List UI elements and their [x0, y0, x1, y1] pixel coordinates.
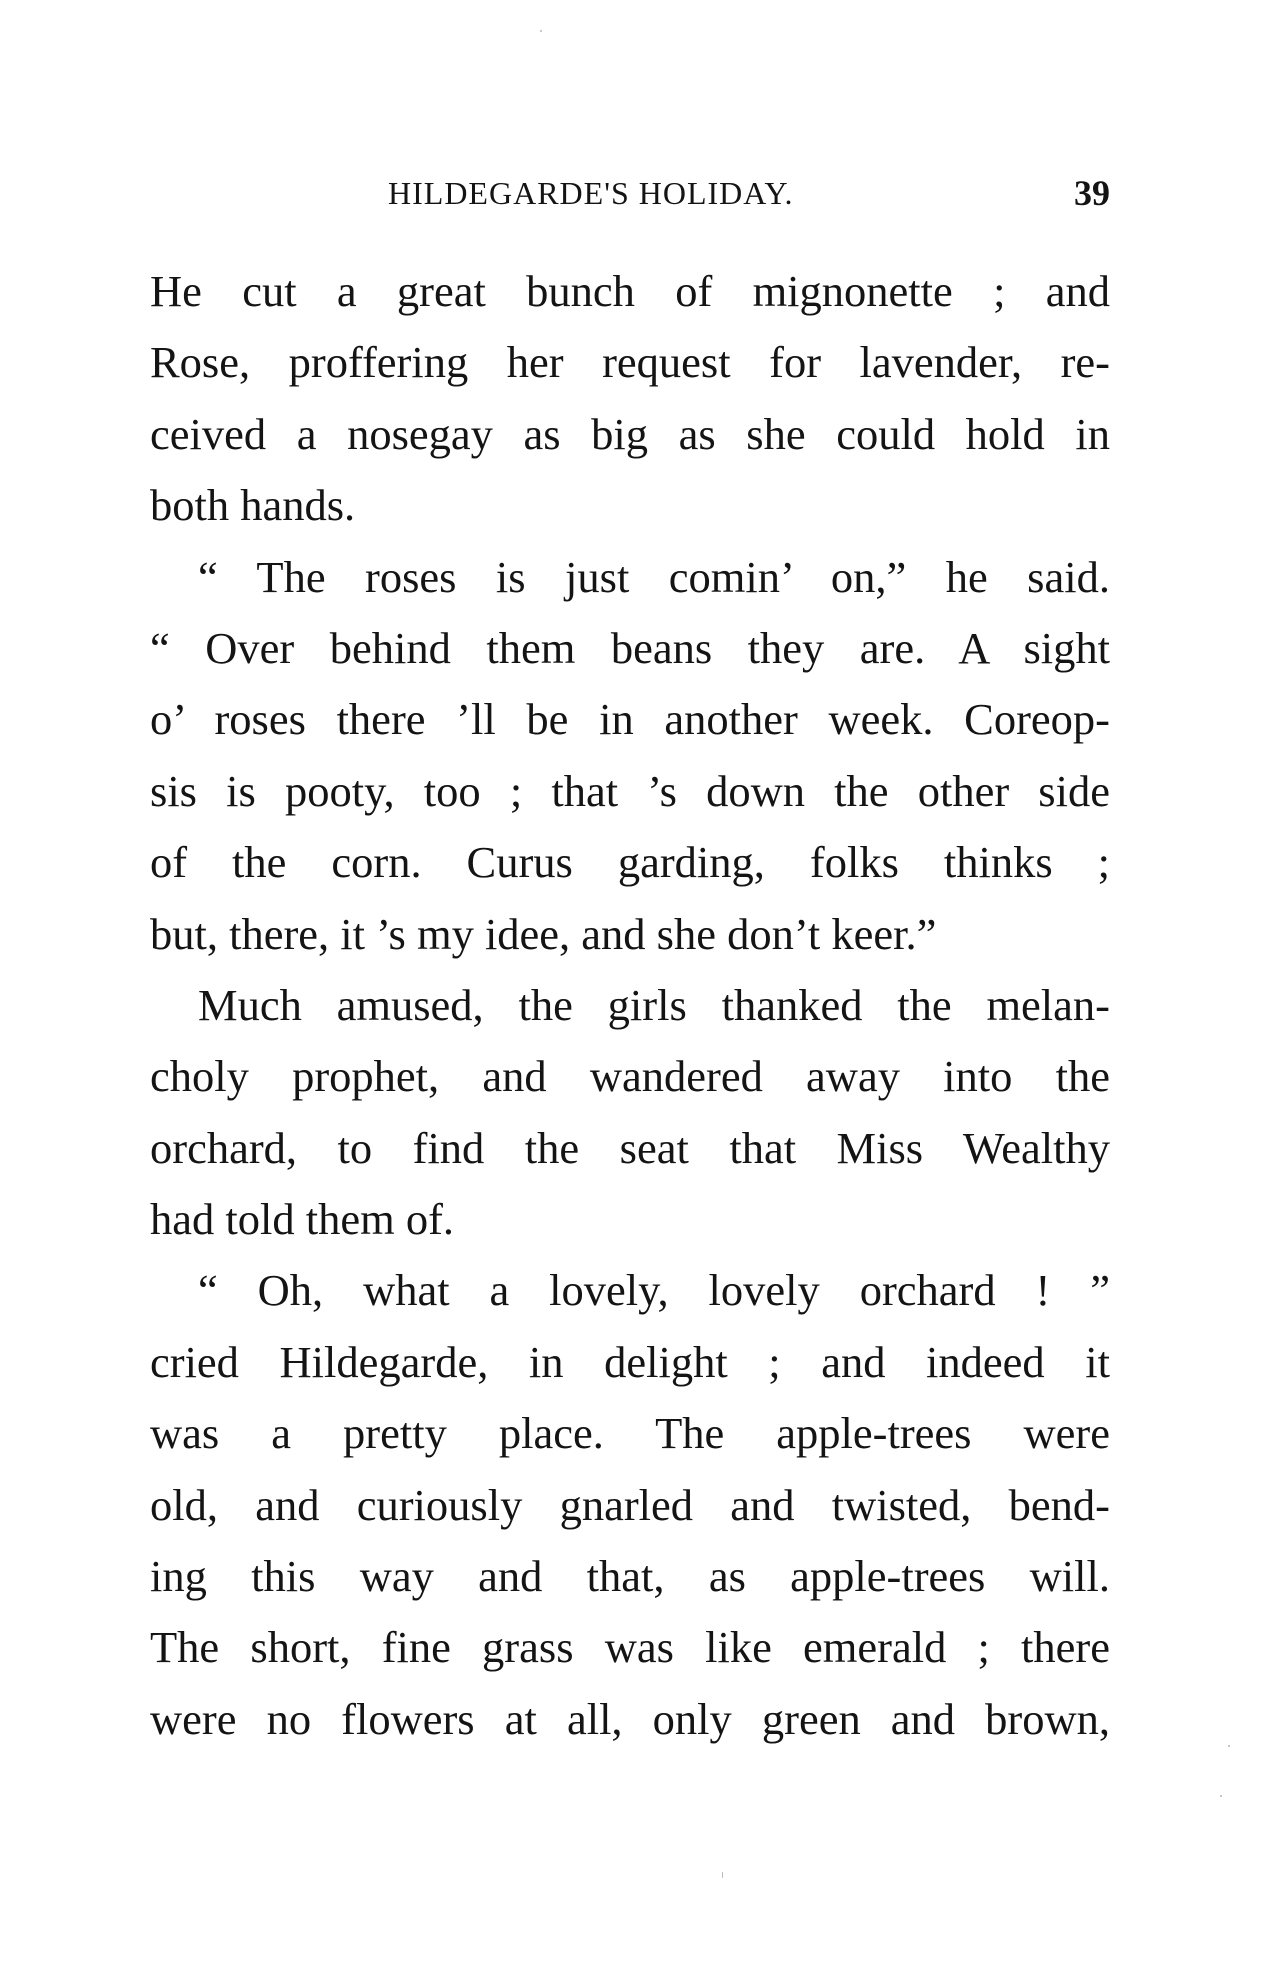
text-line: was a pretty place. The apple-trees were [150, 1408, 1110, 1459]
text-line: were no flowers at all, only green and brown, [150, 1693, 1110, 1744]
scan-speck [1220, 1795, 1222, 1797]
text-line: both hands. [150, 480, 356, 531]
text-line: Rose, proffering her request for lavender, re- [150, 337, 1110, 388]
running-head [150, 168, 1110, 218]
text-line: Much amused, the girls thanked the melan- [198, 979, 1110, 1030]
running-title: HILDEGARDE'S HOLIDAY. [388, 175, 794, 211]
text-line: sis is pooty, too ; that ’s down the other side [150, 765, 1110, 816]
text-line: “ Oh, what a lovely, lovely orchard ! ” [198, 1265, 1110, 1316]
text-line: old, and curiously gnarled and twisted, bend- [150, 1479, 1110, 1530]
text-line: “ Over behind them beans they are. A sight [150, 622, 1110, 673]
page-number: 39 [1074, 173, 1110, 213]
scan-speck [1228, 1745, 1230, 1747]
text-line: of the corn. Curus garding, folks thinks ; [150, 837, 1110, 888]
text-line: but, there, it ’s my idee, and she don’t keer.” [150, 908, 937, 959]
text-line: ceived a nosegay as big as she could hold in [150, 408, 1110, 459]
text-line: He cut a great bunch of mignonette ; and [150, 266, 1110, 316]
scan-speck [722, 1872, 723, 1878]
text-line: o’ roses there ’ll be in another week. Coreop- [150, 694, 1110, 745]
text-line: orchard, to find the seat that Miss Wealthy [150, 1122, 1110, 1173]
text-line: had told them of. [150, 1194, 455, 1245]
text-line: choly prophet, and wandered away into the [150, 1051, 1110, 1102]
text-line: cried Hildegarde, in delight ; and indeed it [150, 1336, 1110, 1387]
scan-speck [540, 30, 542, 32]
body-text [150, 256, 1110, 1755]
text-line: The short, fine grass was like emerald ; there [150, 1622, 1110, 1673]
text-line: “ The roses is just comin’ on,” he said. [198, 551, 1110, 602]
text-line: ing this way and that, as apple-trees will. [150, 1551, 1110, 1602]
